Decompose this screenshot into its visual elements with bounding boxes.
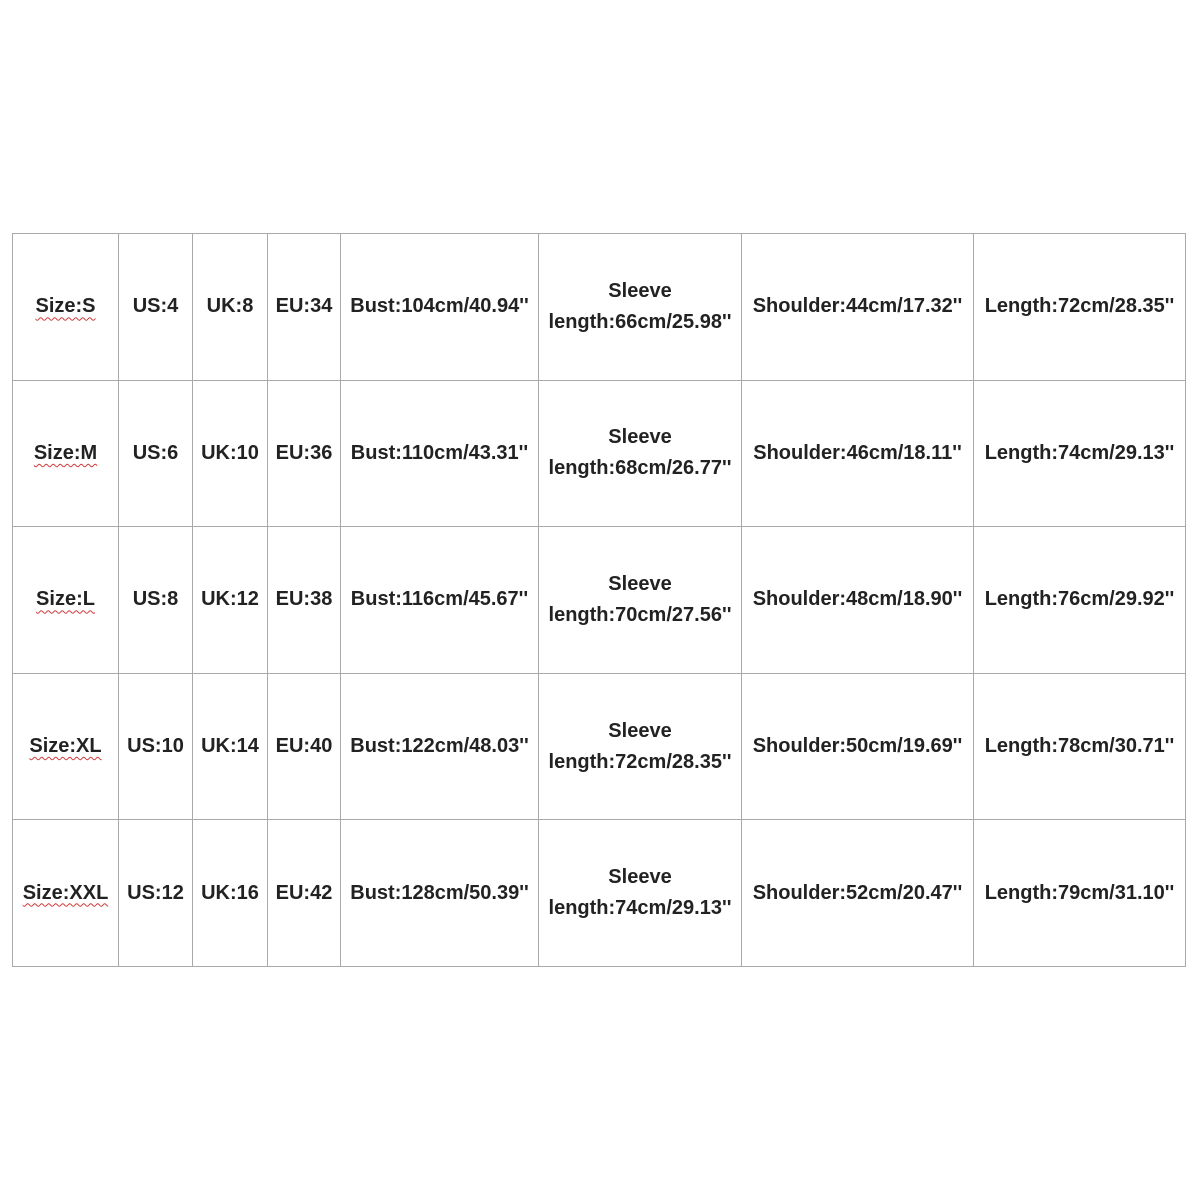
sleeve-label: Sleeve: [608, 572, 672, 595]
size-chart-table: [12, 233, 1186, 967]
size-label: Size:M: [33, 441, 98, 464]
bust-cell: Bust:104cm/40.94'': [341, 234, 539, 381]
size-cell: [13, 380, 119, 527]
length-cell: Length:72cm/28.35'': [974, 234, 1186, 381]
uk-size-cell: UK:12: [193, 527, 268, 674]
table-row: [13, 527, 1186, 674]
length-cell: Length:74cm/29.13'': [974, 380, 1186, 527]
eu-size-cell: EU:42: [268, 820, 341, 967]
us-size-cell: US:12: [119, 820, 193, 967]
size-cell: [13, 820, 119, 967]
eu-size-cell: EU:36: [268, 380, 341, 527]
sleeve-length-cell: [539, 527, 742, 674]
size-label: Size:XXL: [22, 881, 109, 904]
size-cell: [13, 527, 119, 674]
size-label: Size:XL: [29, 735, 102, 758]
sleeve-value: length:70cm/27.56'': [548, 603, 732, 626]
uk-size-cell: UK:14: [193, 673, 268, 820]
length-cell: Length:79cm/31.10'': [974, 820, 1186, 967]
length-cell: Length:78cm/30.71'': [974, 673, 1186, 820]
table-row: [13, 673, 1186, 820]
us-size-cell: US:6: [119, 380, 193, 527]
us-size-cell: US:10: [119, 673, 193, 820]
size-cell: [13, 673, 119, 820]
size-cell: [13, 234, 119, 381]
sleeve-value: length:68cm/26.77'': [548, 457, 732, 480]
eu-size-cell: EU:38: [268, 527, 341, 674]
us-size-cell: US:8: [119, 527, 193, 674]
uk-size-cell: UK:10: [193, 380, 268, 527]
shoulder-cell: Shoulder:44cm/17.32'': [742, 234, 974, 381]
sleeve-length-cell: [539, 380, 742, 527]
shoulder-cell: Shoulder:48cm/18.90'': [742, 527, 974, 674]
size-label: Size:S: [35, 295, 96, 318]
shoulder-cell: Shoulder:50cm/19.69'': [742, 673, 974, 820]
table-row: [13, 234, 1186, 381]
shoulder-cell: Shoulder:52cm/20.47'': [742, 820, 974, 967]
table-row: [13, 380, 1186, 527]
bust-cell: Bust:110cm/43.31'': [341, 380, 539, 527]
sleeve-value: length:72cm/28.35'': [548, 750, 732, 773]
table-row: [13, 820, 1186, 967]
bust-cell: Bust:122cm/48.03'': [341, 673, 539, 820]
sleeve-length-cell: [539, 673, 742, 820]
sleeve-value: length:66cm/25.98'': [548, 310, 732, 333]
sleeve-label: Sleeve: [608, 279, 672, 302]
shoulder-cell: Shoulder:46cm/18.11'': [742, 380, 974, 527]
uk-size-cell: UK:8: [193, 234, 268, 381]
uk-size-cell: UK:16: [193, 820, 268, 967]
length-cell: Length:76cm/29.92'': [974, 527, 1186, 674]
sleeve-length-cell: [539, 820, 742, 967]
sleeve-label: Sleeve: [608, 426, 672, 449]
bust-cell: Bust:116cm/45.67'': [341, 527, 539, 674]
eu-size-cell: EU:40: [268, 673, 341, 820]
sleeve-label: Sleeve: [608, 866, 672, 889]
bust-cell: Bust:128cm/50.39'': [341, 820, 539, 967]
sleeve-length-cell: [539, 234, 742, 381]
sleeve-label: Sleeve: [608, 719, 672, 742]
us-size-cell: US:4: [119, 234, 193, 381]
sleeve-value: length:74cm/29.13'': [548, 897, 732, 920]
eu-size-cell: EU:34: [268, 234, 341, 381]
size-label: Size:L: [36, 588, 95, 611]
